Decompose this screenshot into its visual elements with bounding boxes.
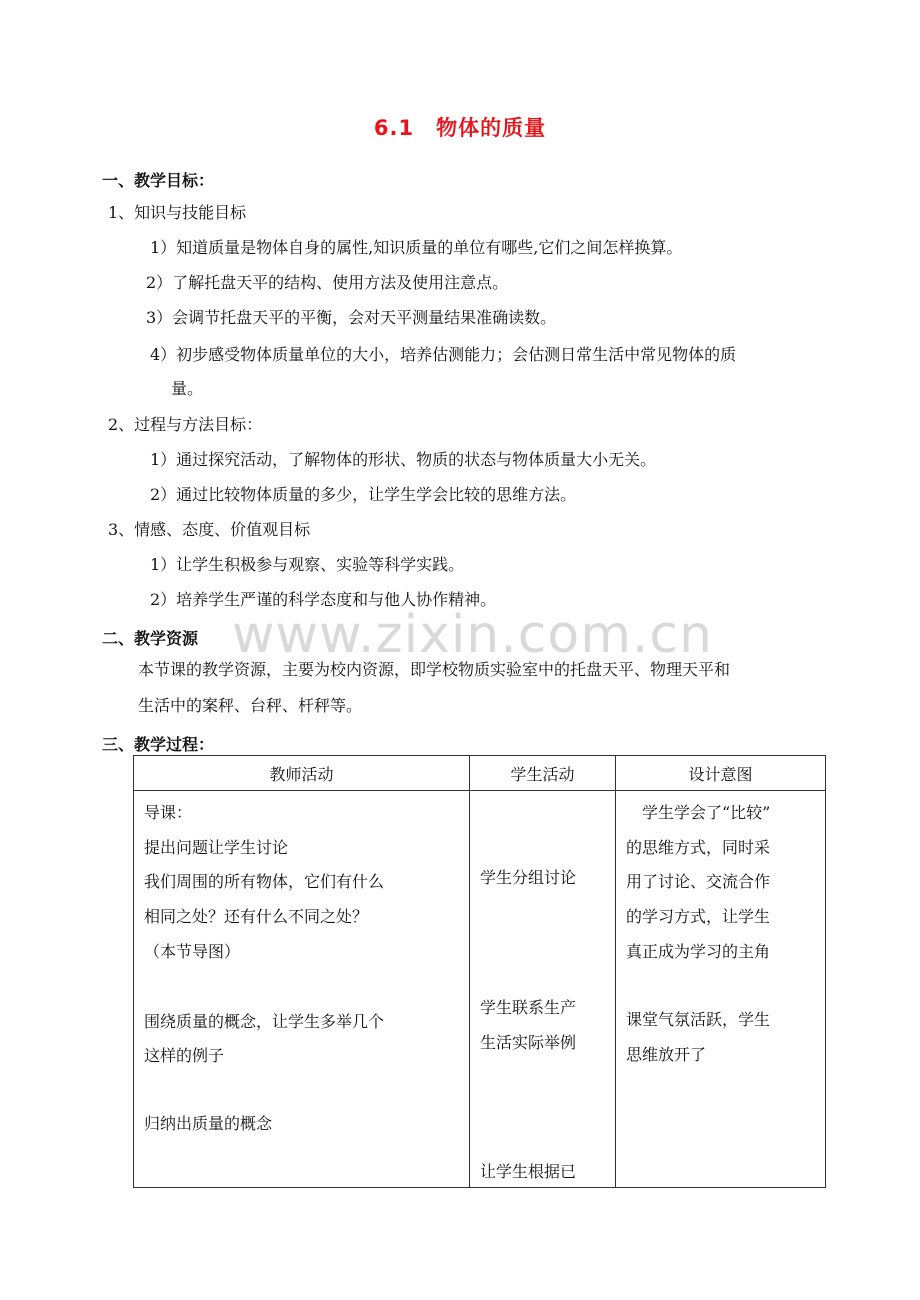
paragraph-line: 本节课的教学资源，主要为校内资源，即学校物质实验室中的托盘天平、物理天平和 xyxy=(138,660,731,679)
list-item-continuation: 量。 xyxy=(171,379,204,398)
column-header-design: 设计意图 xyxy=(616,756,826,791)
cell-line: 学生学会了“比较” xyxy=(642,803,771,822)
cell-line: 的学习方式，让学生 xyxy=(626,907,771,926)
list-item: 2）通过比较物体质量的多少，让学生学会比较的思维方法。 xyxy=(150,485,577,504)
list-item: 3）会调节托盘天平的平衡，会对天平测量结果准确读数。 xyxy=(146,308,557,327)
subheading-process-methods: 2、过程与方法目标： xyxy=(108,415,263,434)
list-item: 1）让学生积极参与观察、实验等科学实践。 xyxy=(150,555,465,574)
page-title: 6.1 物体的质量 xyxy=(373,116,547,140)
column-header-student: 学生活动 xyxy=(470,756,616,791)
cell-line: 提出问题让学生讨论 xyxy=(144,838,289,857)
section-heading-process: 三、教学过程： xyxy=(102,735,215,754)
cell-line: 用了讨论、交流合作 xyxy=(626,872,771,891)
table-row xyxy=(134,791,826,1188)
list-item: 2）培养学生严谨的科学态度和与他人协作精神。 xyxy=(150,590,497,609)
cell-line: 我们周围的所有物体，它们有什么 xyxy=(144,872,385,891)
cell-line: 学生联系生产 xyxy=(480,998,577,1017)
cell-line: （本节导图） xyxy=(144,942,241,961)
cell-line: 导课： xyxy=(144,803,193,822)
list-item: 2）了解托盘天平的结构、使用方法及使用注意点。 xyxy=(146,273,509,292)
cell-line: 生活实际举例 xyxy=(480,1033,577,1052)
teacher-activity-cell xyxy=(134,791,470,1188)
cell-line: 的思维方式，同时采 xyxy=(626,838,771,857)
cell-line: 课堂气氛活跃，学生 xyxy=(626,1010,771,1029)
cell-line: 相同之处？还有什么不同之处？ xyxy=(144,907,369,926)
cell-line: 这样的例子 xyxy=(144,1046,225,1065)
cell-line: 归纳出质量的概念 xyxy=(144,1114,273,1133)
cell-line: 思维放开了 xyxy=(626,1045,707,1064)
cell-line: 围绕质量的概念，让学生多举几个 xyxy=(144,1012,385,1031)
list-item: 4）初步感受物体质量单位的大小，培养估测能力；会估测日常生活中常见物体的质 xyxy=(150,345,737,364)
list-item: 1）通过探究活动，了解物体的形状、物质的状态与物体质量大小无关。 xyxy=(150,450,657,469)
watermark: www.zixin.com.cn xyxy=(232,605,713,665)
cell-line: 让学生根据已 xyxy=(480,1162,577,1181)
subheading-attitudes-values: 3、情感、态度、价值观目标 xyxy=(108,520,311,539)
list-item: 1）知道质量是物体自身的属性,知识质量的单位有哪些,它们之间怎样换算。 xyxy=(150,238,683,257)
section-heading-resources: 二、教学资源 xyxy=(102,629,199,648)
column-header-teacher: 教师活动 xyxy=(134,756,470,791)
cell-line: 学生分组讨论 xyxy=(480,868,577,887)
paragraph-line: 生活中的案秤、台秤、杆秤等。 xyxy=(138,696,363,715)
cell-line: 真正成为学习的主角 xyxy=(626,942,771,961)
section-heading-objectives: 一、教学目标： xyxy=(102,171,215,190)
teaching-process-table xyxy=(133,755,826,1188)
table-header-row xyxy=(134,756,826,791)
student-activity-cell xyxy=(470,791,616,1188)
subheading-knowledge-skills: 1、知识与技能目标 xyxy=(108,203,247,222)
design-intent-cell xyxy=(616,791,826,1188)
